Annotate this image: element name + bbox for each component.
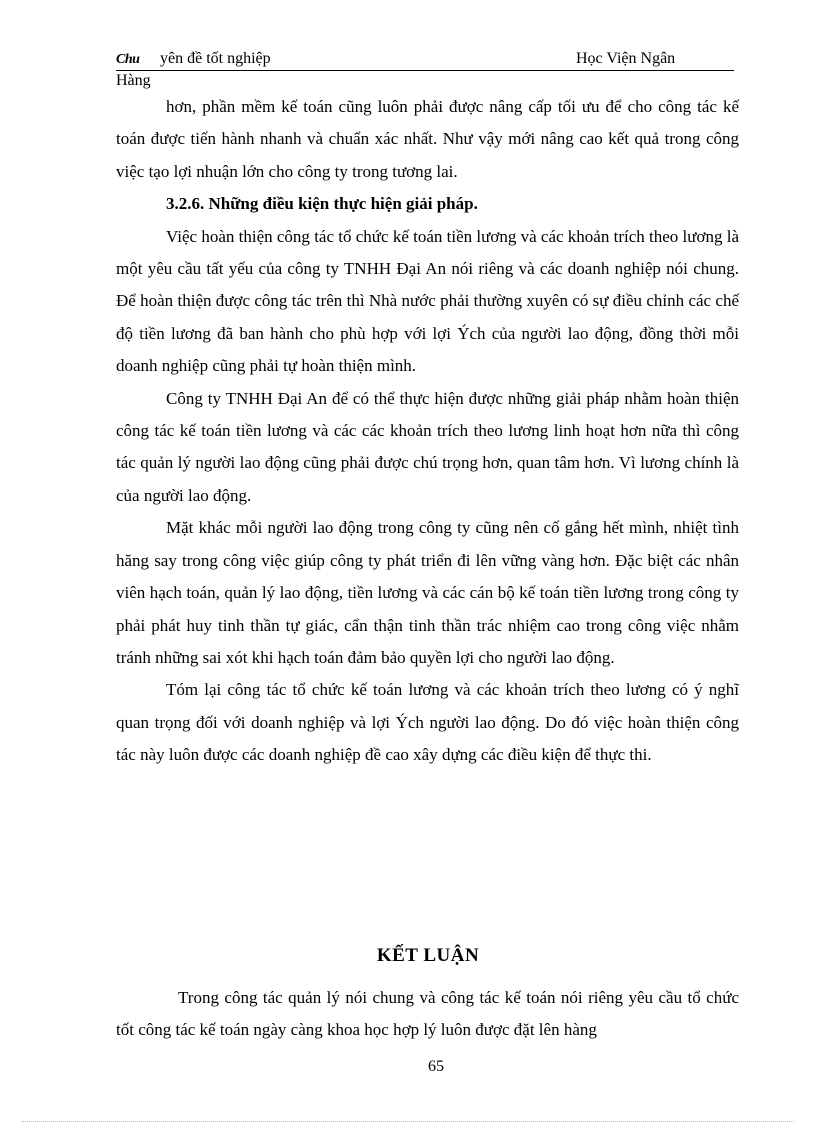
header-script-mark: Chu: [116, 52, 140, 67]
paragraph: Công ty TNHH Đại An để có thể thực hiện được những giải pháp nhằm hoàn thiện công tác kế toán tiền lương và các các khoản trích theo lương linh hoạt hơn nữa thì công tác quản lý người lao động cũng phải được chú trọng hơn, quan tâm hơn. Vì lương chính là của người lao động.: [116, 388, 739, 505]
conclusion-body: [116, 982, 739, 1046]
header-right-title: Học Viện Ngân: [576, 50, 676, 67]
page-header: [116, 50, 734, 71]
header-left-title: yên đề tốt nghiệp: [160, 50, 271, 67]
conclusion-paragraph: Trong công tác quản lý nói chung và công tác kế toán nói riêng yêu cầu tổ chức tốt công tác kế toán ngày càng khoa học hợp lý luôn được đặt lên hàng: [116, 988, 739, 1039]
paragraph-intro: hơn, phần mềm kế toán cũng luôn phải được nâng cấp tối ưu để cho công tác kế toán được tiến hành nhanh và chuẩn xác nhất. Như vậy mới nâng cao kết quả trong công việc tạo lợi nhuận lớn cho công ty trong tương lai.: [116, 97, 739, 181]
body-text: [116, 91, 739, 772]
conclusion-title: KẾT LUẬN: [376, 945, 480, 966]
header-right-title-wrap: Hàng: [116, 72, 151, 89]
page-number: 65: [428, 1058, 444, 1075]
paragraph: Mặt khác mỗi người lao động trong công ty cũng nên cố gắng hết mình, nhiệt tình hăng say trong công việc giúp công ty phát triển đi lên vững vàng hơn. Đặc biệt các nhân viên hạch toán, quản lý lao động, tiền lương và các cán bộ kế toán tiền lương trong công ty phải phát huy tinh thần tự giác, cẩn thận tinh thần trác nhiệm cao trong công việc nhằm tránh những sai xót khi hạch toán đảm bảo quyền lợi cho người lao động.: [116, 518, 739, 667]
paragraph: Việc hoàn thiện công tác tổ chức kế toán tiền lương và các khoản trích theo lương là một yêu cầu tất yếu của công ty TNHH Đại An nói riêng và các doanh nghiệp nói chung. Để hoàn thiện được công tác trên thì Nhà nước phải thường xuyên có sự điều chỉnh các chế độ tiền lương đã ban hành cho phù hợp với lợi Ých của người lao động, đồng thời mỗi doanh nghiệp cũng phải tự hoàn thiện mình.: [116, 226, 739, 376]
page-bottom-border: [22, 1121, 794, 1122]
section-heading: 3.2.6. Những điều kiện thực hiện giải pháp.: [166, 194, 478, 214]
paragraph: Tóm lại công tác tổ chức kế toán lương và các khoản trích theo lương có ý nghĩ quan trọng đối với doanh nghiệp và lợi Ých người lao động. Do đó việc hoàn thiện công tác này luôn được các doanh nghiệp đề cao xây dựng các điều kiện để thực thi.: [116, 680, 739, 765]
